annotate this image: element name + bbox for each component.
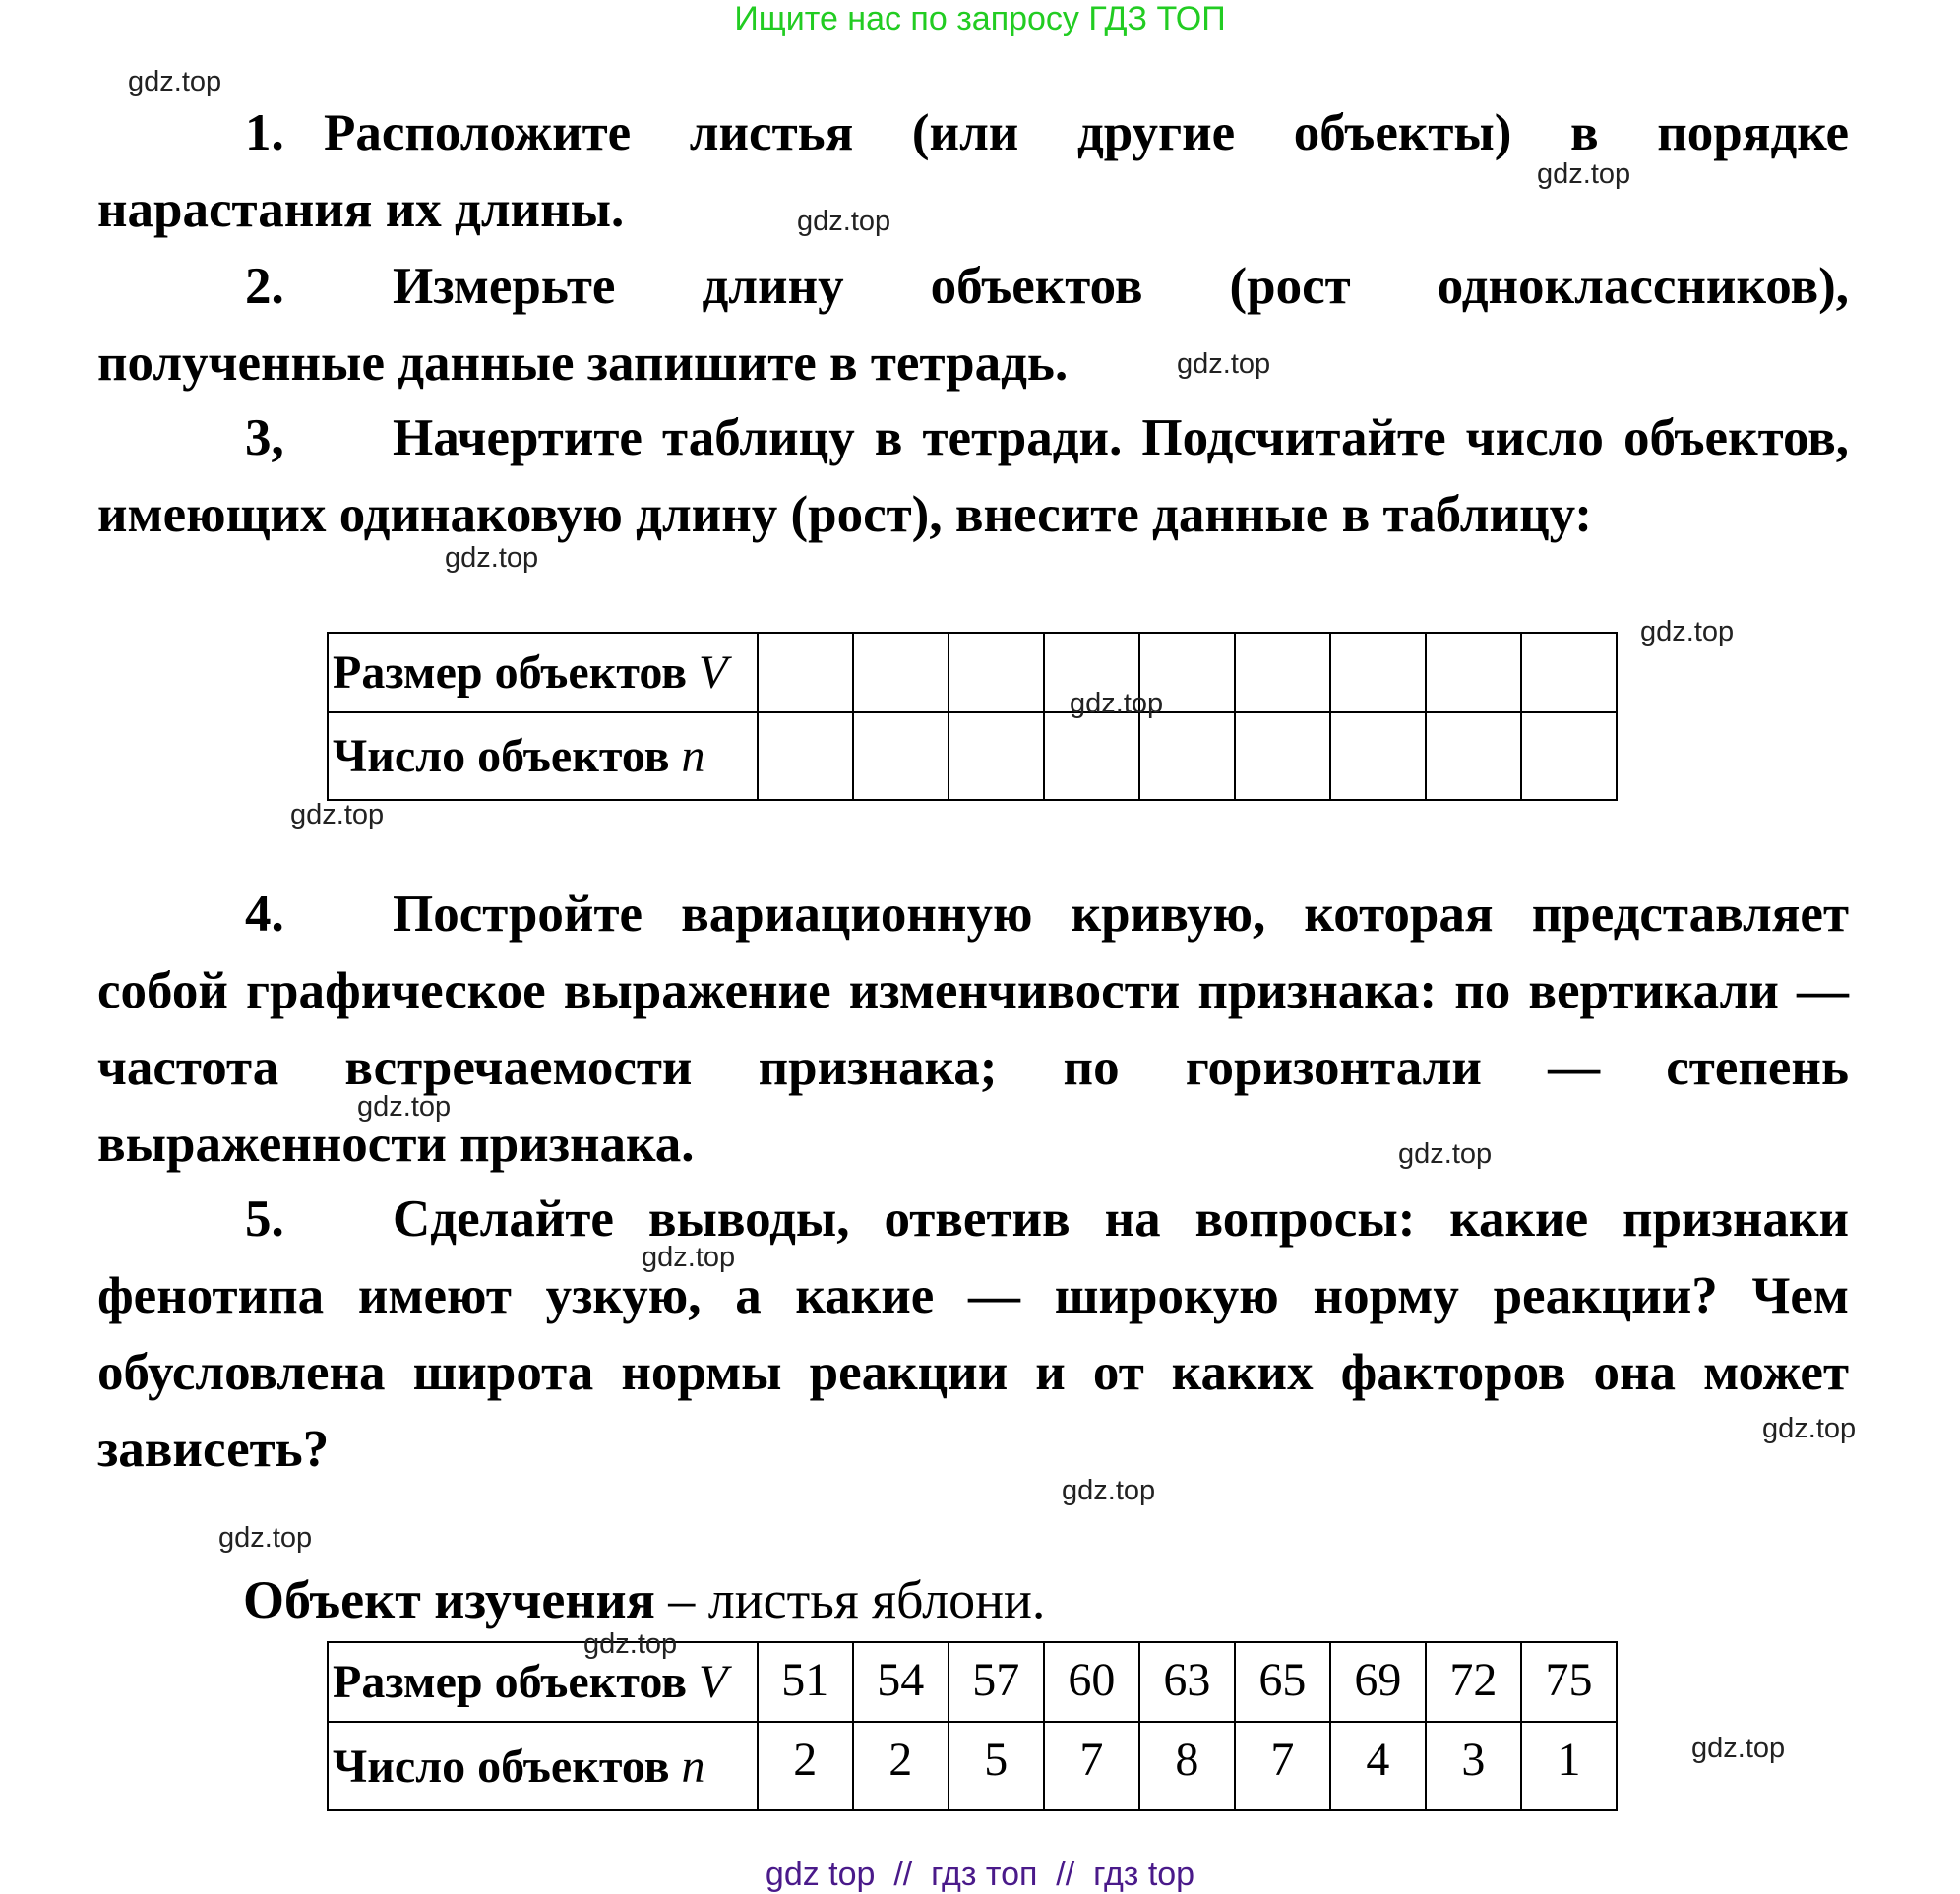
table-cell [853, 633, 949, 712]
promo-banner[interactable]: Ищите нас по запросу ГДЗ ТОП [734, 0, 1226, 37]
watermark: gdz.top [1062, 1475, 1156, 1506]
instruction-number: 1. [245, 104, 284, 161]
watermark: gdz.top [1640, 616, 1735, 647]
size-cell: 54 [853, 1642, 949, 1722]
watermark: gdz.top [1070, 688, 1164, 719]
empty-data-table [327, 632, 1618, 801]
table-cell [758, 712, 853, 800]
table-row [328, 633, 1617, 712]
watermark: gdz.top [445, 542, 539, 574]
table-row [328, 712, 1617, 800]
instruction-text: Расположите листья (или другие объекты) в порядке нарастания их длины. [97, 104, 1849, 238]
watermark: gdz.top [1762, 1413, 1857, 1444]
table-cell [1426, 633, 1521, 712]
table-cell [1330, 633, 1426, 712]
count-cell: 1 [1521, 1722, 1617, 1810]
table-cell [949, 712, 1044, 800]
table-cell [758, 633, 853, 712]
watermark: gdz.top [583, 1628, 678, 1660]
size-cell: 72 [1426, 1642, 1521, 1722]
count-cell: 2 [853, 1722, 949, 1810]
footer-watermark[interactable]: gdz top // гдз топ // гдз top [765, 1856, 1195, 1893]
study-object-caption [243, 1569, 1045, 1630]
instruction-number: 3, [245, 409, 284, 466]
instruction-number: 2. [245, 258, 284, 315]
row-label-count: Число объектов n [328, 712, 758, 800]
watermark: gdz.top [1398, 1138, 1493, 1170]
table-row [328, 1722, 1617, 1810]
row-label-count: Число объектов n [328, 1722, 758, 1810]
watermark: gdz.top [128, 66, 222, 97]
table-cell [1235, 633, 1330, 712]
filled-data-table [327, 1641, 1618, 1811]
instruction-text: Сделайте выводы, ответив на вопросы: какие признаки фенотипа имеют узкую, а какие — широкую норму реакции? Чем обусловлена широта нормы реакции и от каких факторов она может зависеть? [97, 1191, 1849, 1478]
table-cell [1330, 712, 1426, 800]
count-cell: 5 [949, 1722, 1044, 1810]
watermark: gdz.top [797, 206, 891, 237]
watermark: gdz.top [1537, 158, 1631, 190]
size-cell: 69 [1330, 1642, 1426, 1722]
size-cell: 63 [1139, 1642, 1235, 1722]
row-label-size: Размер объектов V [328, 633, 758, 712]
count-cell: 3 [1426, 1722, 1521, 1810]
size-cell: 60 [1044, 1642, 1139, 1722]
size-cell: 57 [949, 1642, 1044, 1722]
count-cell: 4 [1330, 1722, 1426, 1810]
count-cell: 7 [1044, 1722, 1139, 1810]
instruction-number: 5. [245, 1191, 284, 1248]
table-cell [1139, 712, 1235, 800]
table-cell [1235, 712, 1330, 800]
table-cell [1426, 712, 1521, 800]
table-cell [949, 633, 1044, 712]
watermark: gdz.top [357, 1091, 452, 1123]
count-cell: 2 [758, 1722, 853, 1810]
instruction-2 [97, 248, 1849, 401]
row-label-size: Размер объектов V [328, 1642, 758, 1722]
caption-value: – листья яблони. [654, 1570, 1046, 1629]
watermark: gdz.top [218, 1522, 313, 1554]
size-cell: 51 [758, 1642, 853, 1722]
size-cell: 65 [1235, 1642, 1330, 1722]
table-cell [1521, 712, 1617, 800]
table-cell [1044, 712, 1139, 800]
instruction-1 [97, 94, 1849, 248]
instruction-3 [97, 399, 1849, 553]
instruction-4 [97, 876, 1849, 1183]
table-row [328, 1642, 1617, 1722]
instruction-number: 4. [245, 886, 284, 943]
count-cell: 8 [1139, 1722, 1235, 1810]
watermark: gdz.top [1691, 1733, 1786, 1764]
table-cell [1521, 633, 1617, 712]
watermark: gdz.top [1177, 348, 1271, 380]
caption-label: Объект изучения [243, 1570, 655, 1629]
instruction-text: Постройте вариационную кривую, которая представляет собой графическое выражение изменчивости признака: по вертикали — частота встречаемости признака; по горизонтали — степень выраженности признака. [97, 886, 1849, 1173]
instruction-text: Измерьте длину объектов (рост одноклассников), полученные данные запишите в тетрадь. [97, 258, 1849, 392]
instruction-5 [97, 1181, 1849, 1488]
instruction-text: Начертите таблицу в тетради. Подсчитайте число объектов, имеющих одинаковую длину (рост), внесите данные в таблицу: [97, 409, 1849, 543]
watermark: gdz.top [642, 1242, 736, 1273]
watermark: gdz.top [290, 799, 385, 830]
size-cell: 75 [1521, 1642, 1617, 1722]
count-cell: 7 [1235, 1722, 1330, 1810]
table-cell [853, 712, 949, 800]
